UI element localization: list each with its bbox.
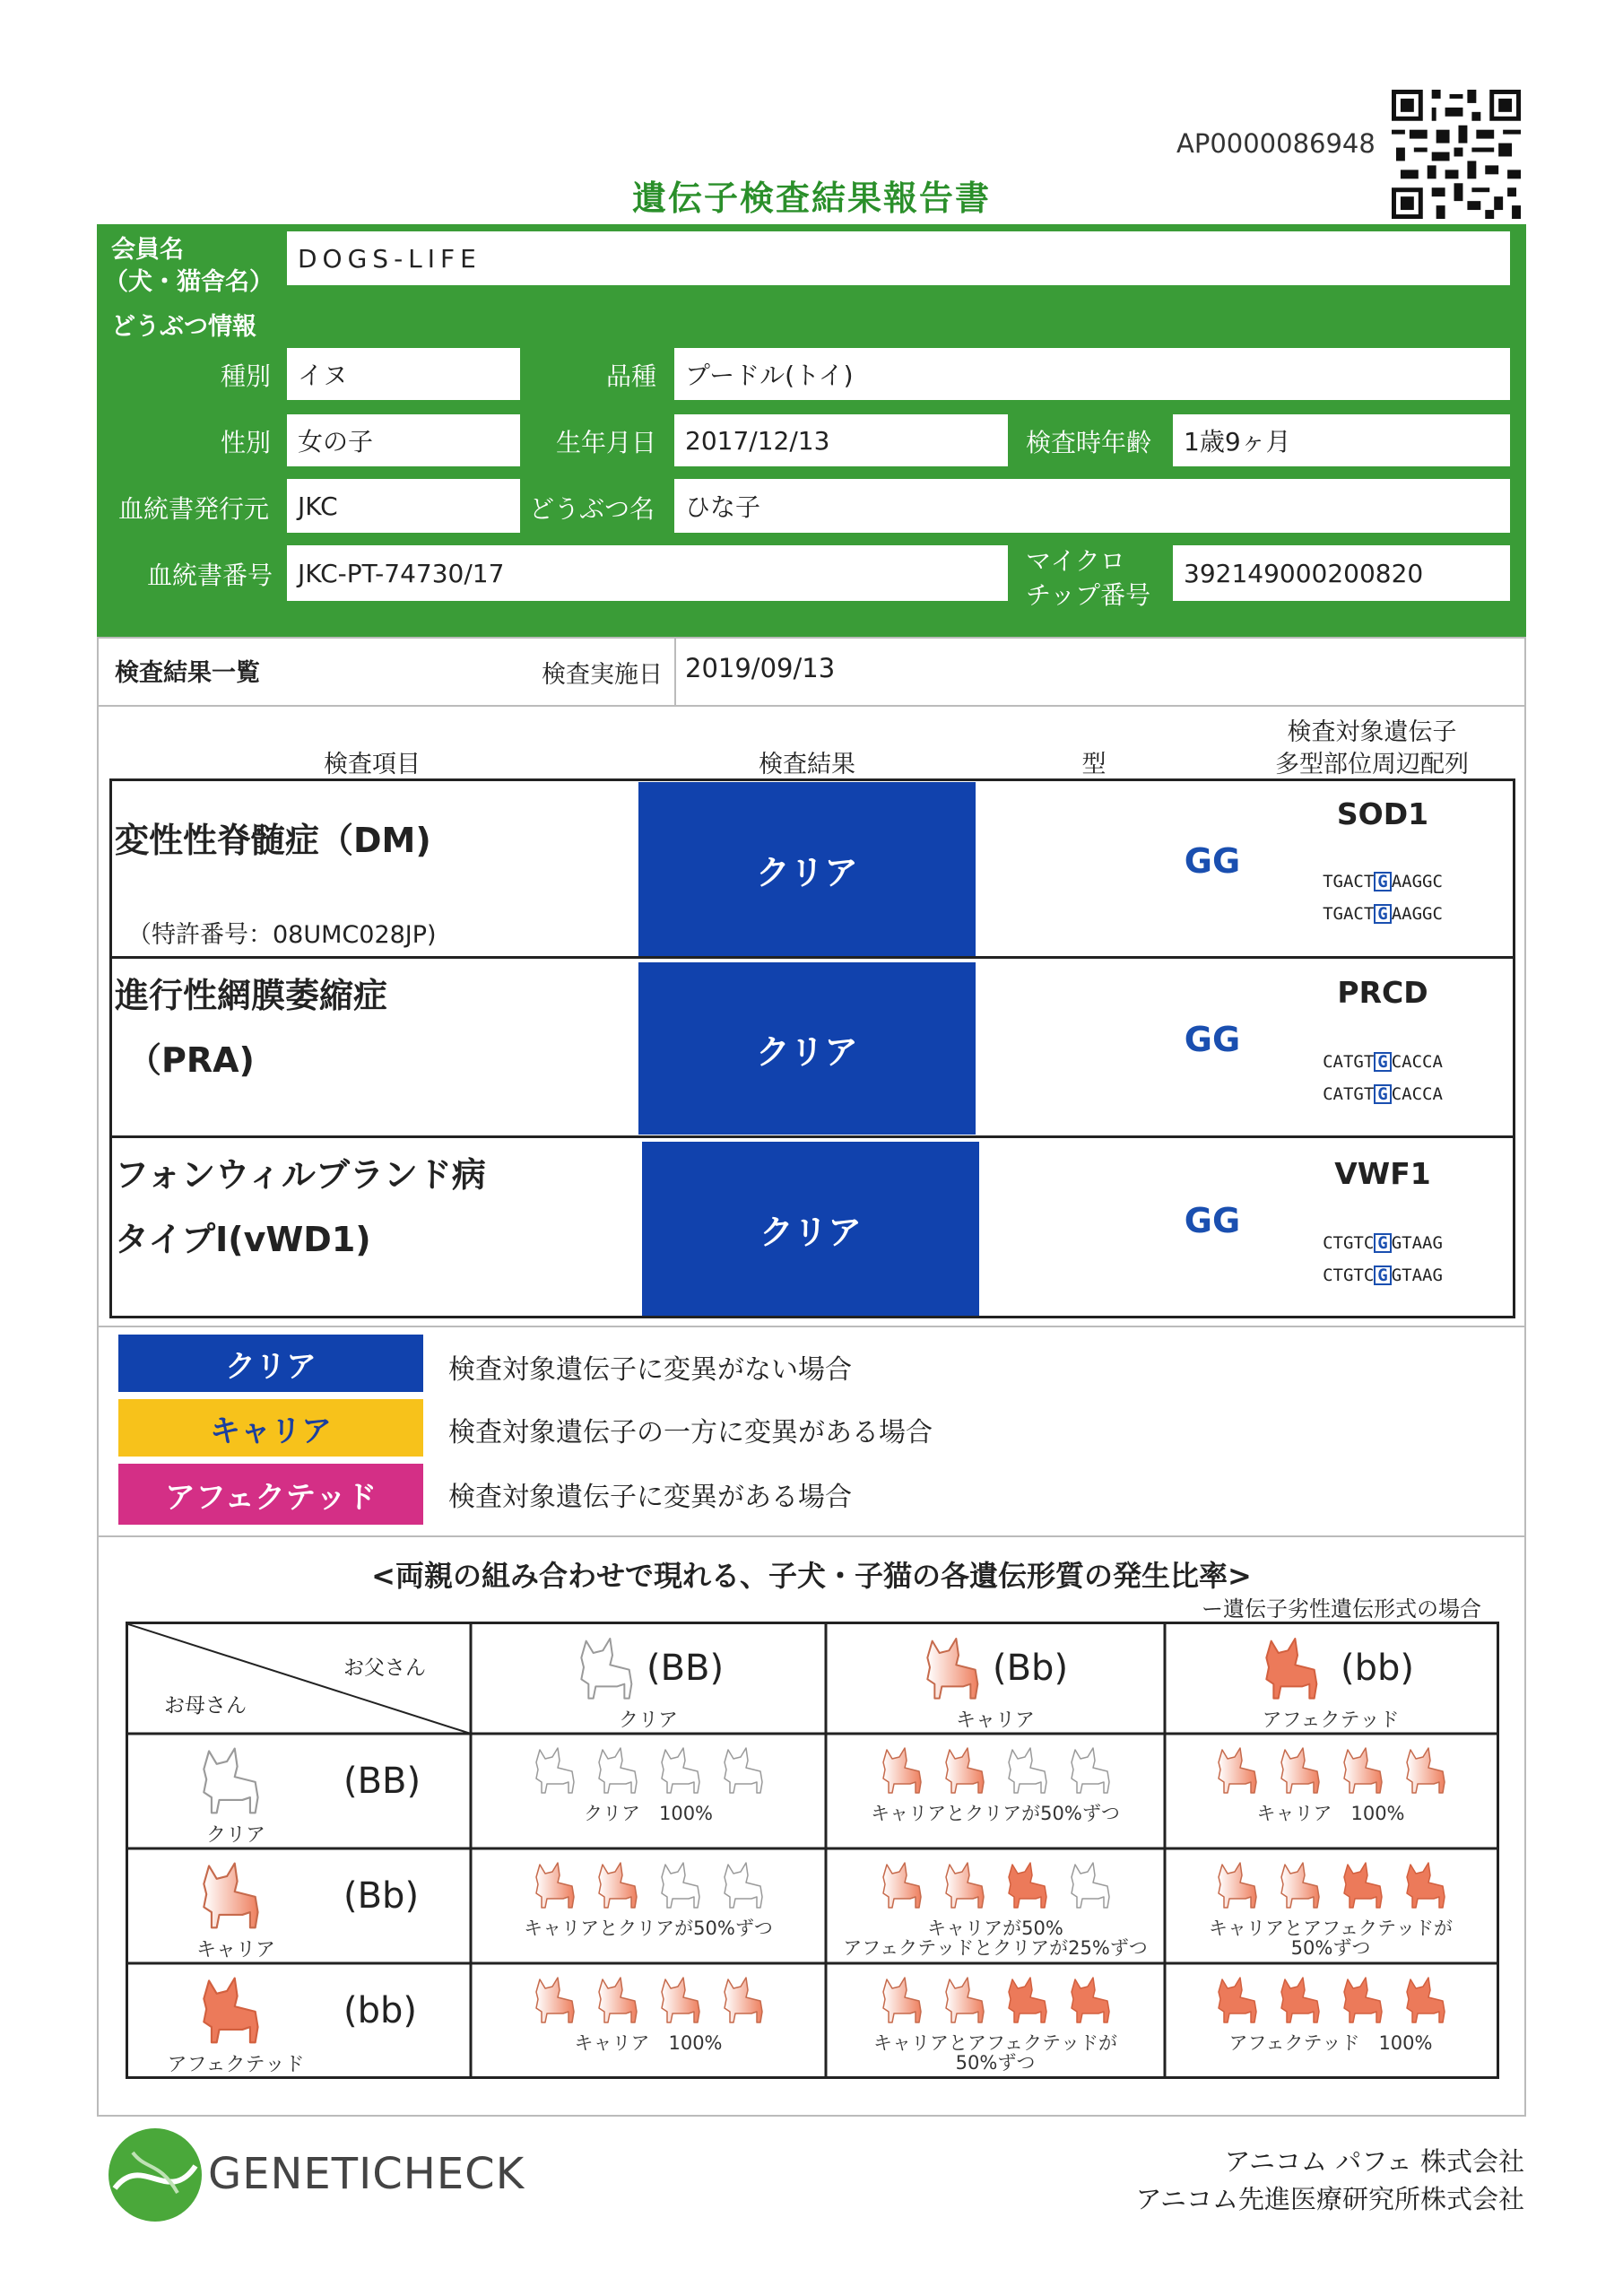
legend-clear-swatch: クリア bbox=[118, 1335, 423, 1392]
dog-carrier-icon bbox=[1210, 1743, 1263, 1800]
mother-row-clear bbox=[128, 1734, 471, 1848]
offspring-ratio-text: キャリアが50% アフェクテッドとクリアが25%ずつ bbox=[843, 1918, 1148, 1959]
disease-subtype: タイプⅠ(vWD1) bbox=[115, 1220, 371, 1259]
dog-carrier-icon bbox=[527, 1972, 581, 2030]
offspring-cell bbox=[826, 1963, 1165, 2078]
chip-number-field: 392149000200820 bbox=[1173, 545, 1510, 601]
mother-genotype: (bb) bbox=[343, 1990, 417, 2031]
mother-label: お母さん bbox=[164, 1694, 247, 1718]
inheritance-subtitle: ー遺伝子劣性遺伝形式の場合 bbox=[1202, 1596, 1481, 1622]
dog-carrier-icon bbox=[191, 1856, 268, 1936]
dog-carrier-icon bbox=[874, 1972, 928, 2030]
genotype: GG bbox=[1184, 1201, 1241, 1240]
animal-name-field: ひな子 bbox=[674, 479, 1510, 533]
document-id: AP0000086948 bbox=[1176, 128, 1376, 159]
disease-name: フォンウィルブランド病 bbox=[115, 1155, 486, 1195]
dog-carrier-icon bbox=[874, 1743, 928, 1800]
father-type: クリア bbox=[618, 1709, 678, 1732]
dog-affected-icon bbox=[1000, 1857, 1054, 1915]
offspring-cell bbox=[826, 1848, 1165, 1963]
dog-carrier-icon bbox=[653, 1972, 707, 2030]
offspring-ratio-text: キャリア 100% bbox=[574, 2032, 723, 2054]
mother-genotype: (Bb) bbox=[343, 1875, 420, 1917]
dog-carrier-icon bbox=[937, 1857, 991, 1915]
sequence-line: CATGT G CACCA bbox=[1323, 1084, 1443, 1104]
mother-row-affected bbox=[128, 1963, 471, 2076]
pedigree-number-field: JKC-PT-74730/17 bbox=[287, 545, 1008, 601]
offspring-cell bbox=[1165, 1734, 1497, 1848]
disease-name: 進行性網膜萎縮症 bbox=[115, 976, 388, 1015]
inheritance-table bbox=[126, 1622, 1499, 2079]
dog-clear-icon bbox=[716, 1743, 769, 1800]
dog-clear-icon bbox=[653, 1743, 707, 1800]
legend-separator bbox=[97, 1326, 1526, 1327]
member-name-field: DOGS-LIFE bbox=[287, 231, 1510, 285]
chip-label-sub: チップ番号 bbox=[1026, 580, 1151, 610]
father-genotype: (BB) bbox=[647, 1648, 725, 1689]
dog-clear-icon bbox=[191, 1741, 268, 1822]
mother-genotype: (BB) bbox=[343, 1761, 421, 1802]
header-type: 型 bbox=[1081, 751, 1107, 778]
offspring-cell bbox=[471, 1963, 826, 2078]
offspring-cell bbox=[826, 1734, 1165, 1848]
inheritance-separator bbox=[97, 1535, 1526, 1537]
dog-affected-icon bbox=[1272, 1972, 1326, 2030]
dog-clear-icon bbox=[653, 1857, 707, 1915]
company-name-1: アニコム パフェ 株式会社 bbox=[1224, 2146, 1524, 2177]
dog-carrier-icon bbox=[590, 1857, 644, 1915]
sequence-line: CATGT G CACCA bbox=[1323, 1052, 1443, 1072]
legend-affected-swatch: アフェクテッド bbox=[118, 1464, 423, 1525]
header-sequence: 多型部位周辺配列 bbox=[1275, 751, 1469, 778]
summary-label: 検査結果一覧 bbox=[115, 659, 260, 687]
chip-label: マイクロ bbox=[1026, 546, 1125, 576]
dog-carrier-icon bbox=[527, 1857, 581, 1915]
member-label-sub: （犬・猫舎名） bbox=[104, 268, 273, 296]
father-genotype: (Bb) bbox=[993, 1648, 1069, 1689]
test-date: 2019/09/13 bbox=[685, 653, 836, 683]
dog-affected-icon bbox=[1398, 1972, 1452, 2030]
animal-section-label: どうぶつ情報 bbox=[111, 313, 256, 341]
offspring-ratio-text: キャリアとクリアが50%ずつ bbox=[871, 1803, 1120, 1824]
company-name-2: アニコム先進医療研究所株式会社 bbox=[1135, 2184, 1524, 2214]
dog-carrier-icon bbox=[916, 1631, 987, 1707]
age-label: 検査時年齢 bbox=[1026, 428, 1152, 457]
father-col-affected bbox=[1165, 1624, 1497, 1734]
dog-carrier-icon bbox=[1398, 1743, 1452, 1800]
offspring-cell bbox=[471, 1734, 826, 1848]
offspring-ratio-text: キャリアとクリアが50%ずつ bbox=[524, 1918, 773, 1939]
dog-clear-icon bbox=[569, 1631, 641, 1707]
genotype: GG bbox=[1184, 1020, 1241, 1059]
sequence-line: CTGTC G GTAAG bbox=[1323, 1265, 1443, 1285]
sequence-line: TGACT G AAGGC bbox=[1323, 872, 1443, 891]
father-col-carrier bbox=[826, 1624, 1165, 1734]
table-row bbox=[109, 778, 1515, 958]
birth-label: 生年月日 bbox=[556, 428, 657, 457]
father-type: アフェクテッド bbox=[1262, 1709, 1400, 1732]
dog-affected-icon bbox=[1210, 1972, 1263, 2030]
summary-divider bbox=[674, 639, 676, 707]
dog-carrier-icon bbox=[1272, 1857, 1326, 1915]
genecheck-logo-icon bbox=[106, 2126, 204, 2224]
result-badge: クリア bbox=[638, 782, 976, 956]
dog-carrier-icon bbox=[1272, 1743, 1326, 1800]
dog-clear-icon bbox=[590, 1743, 644, 1800]
pedigree-number-label: 血統書番号 bbox=[147, 561, 273, 590]
page-title: 遺伝子検査結果報告書 bbox=[631, 178, 991, 218]
genotype: GG bbox=[1184, 841, 1241, 881]
legend-clear-desc: 検査対象遺伝子に変異がない場合 bbox=[448, 1354, 852, 1386]
sequence-line: TGACT G AAGGC bbox=[1323, 904, 1443, 924]
member-label: 会員名 bbox=[111, 236, 184, 264]
dog-carrier-icon bbox=[1335, 1743, 1389, 1800]
dog-affected-icon bbox=[1254, 1631, 1326, 1707]
breed-field: プードル(トイ) bbox=[674, 348, 1510, 400]
mother-type: クリア bbox=[205, 1824, 265, 1847]
dog-clear-icon bbox=[716, 1857, 769, 1915]
father-genotype: (bb) bbox=[1341, 1648, 1414, 1689]
mother-type: キャリア bbox=[195, 1939, 275, 1961]
animal-name-label: どうぶつ名 bbox=[529, 494, 655, 524]
header-result: 検査結果 bbox=[759, 751, 855, 778]
header-item: 検査項目 bbox=[324, 751, 421, 778]
dog-affected-icon bbox=[1063, 1972, 1116, 2030]
genecheck-logo: GENETICHECK bbox=[208, 2149, 525, 2199]
dog-affected-icon bbox=[1000, 1972, 1054, 2030]
legend-affected-desc: 検査対象遺伝子に変異がある場合 bbox=[448, 1482, 852, 1513]
patent-number: （特許番号：08UMC028JP) bbox=[127, 921, 437, 949]
father-label: お父さん bbox=[343, 1657, 426, 1680]
dog-carrier-icon bbox=[937, 1743, 991, 1800]
mother-row-carrier bbox=[128, 1848, 471, 1963]
legend-carrier-desc: 検査対象遺伝子の一方に変異がある場合 bbox=[448, 1417, 933, 1448]
pedigree-issuer-label: 血統書発行元 bbox=[118, 494, 270, 524]
gene-name: SOD1 bbox=[1336, 796, 1429, 831]
breed-label: 品種 bbox=[606, 361, 657, 391]
father-col-clear bbox=[471, 1624, 826, 1734]
dog-affected-icon bbox=[191, 1970, 268, 2051]
offspring-ratio-text: キャリア 100% bbox=[1256, 1803, 1405, 1824]
dog-carrier-icon bbox=[590, 1972, 644, 2030]
result-badge: クリア bbox=[638, 962, 976, 1135]
age-field: 1歳9ヶ月 bbox=[1173, 414, 1510, 466]
pedigree-issuer-field: JKC bbox=[287, 479, 520, 533]
dog-carrier-icon bbox=[937, 1972, 991, 2030]
header-gene: 検査対象遺伝子 bbox=[1287, 718, 1457, 746]
dog-carrier-icon bbox=[716, 1972, 769, 2030]
dog-clear-icon bbox=[1063, 1857, 1116, 1915]
offspring-ratio-text: キャリアとアフェクテッドが 50%ずつ bbox=[873, 2032, 1117, 2074]
sex-label: 性別 bbox=[221, 428, 272, 457]
birth-field: 2017/12/13 bbox=[674, 414, 1008, 466]
offspring-cell bbox=[1165, 1963, 1497, 2078]
dog-affected-icon bbox=[1335, 1857, 1389, 1915]
gene-name: VWF1 bbox=[1334, 1156, 1431, 1191]
father-type: キャリア bbox=[955, 1709, 1035, 1732]
species-field: イヌ bbox=[287, 348, 520, 400]
offspring-cell bbox=[1165, 1848, 1497, 1963]
gene-name: PRCD bbox=[1337, 975, 1428, 1010]
table-row bbox=[109, 1138, 1515, 1318]
dog-affected-icon bbox=[1335, 1972, 1389, 2030]
result-badge: クリア bbox=[642, 1142, 979, 1316]
inheritance-title: <両親の組み合わせで現れる、子犬・子猫の各遺伝形質の発生比率> bbox=[371, 1559, 1252, 1593]
dog-carrier-icon bbox=[874, 1857, 928, 1915]
dog-clear-icon bbox=[527, 1743, 581, 1800]
legend-carrier-swatch: キャリア bbox=[118, 1399, 423, 1457]
species-label: 種別 bbox=[221, 361, 272, 391]
dog-clear-icon bbox=[1063, 1743, 1116, 1800]
disease-abbr: （PRA) bbox=[127, 1040, 255, 1080]
dog-clear-icon bbox=[1000, 1743, 1054, 1800]
sequence-line: CTGTC G GTAAG bbox=[1323, 1233, 1443, 1253]
test-date-label: 検査実施日 bbox=[542, 661, 663, 689]
table-row bbox=[109, 959, 1515, 1136]
offspring-ratio-text: クリア 100% bbox=[583, 1803, 714, 1824]
offspring-ratio-text: アフェクテッド 100% bbox=[1228, 2032, 1433, 2054]
mother-type: アフェクテッド bbox=[167, 2054, 305, 2076]
sex-field: 女の子 bbox=[287, 414, 520, 466]
offspring-cell bbox=[471, 1848, 826, 1963]
offspring-ratio-text: キャリアとアフェクテッドが 50%ずつ bbox=[1209, 1918, 1453, 1959]
disease-name: 変性性脊髄症（DM) bbox=[115, 821, 431, 860]
dog-affected-icon bbox=[1398, 1857, 1452, 1915]
dog-carrier-icon bbox=[1210, 1857, 1263, 1915]
